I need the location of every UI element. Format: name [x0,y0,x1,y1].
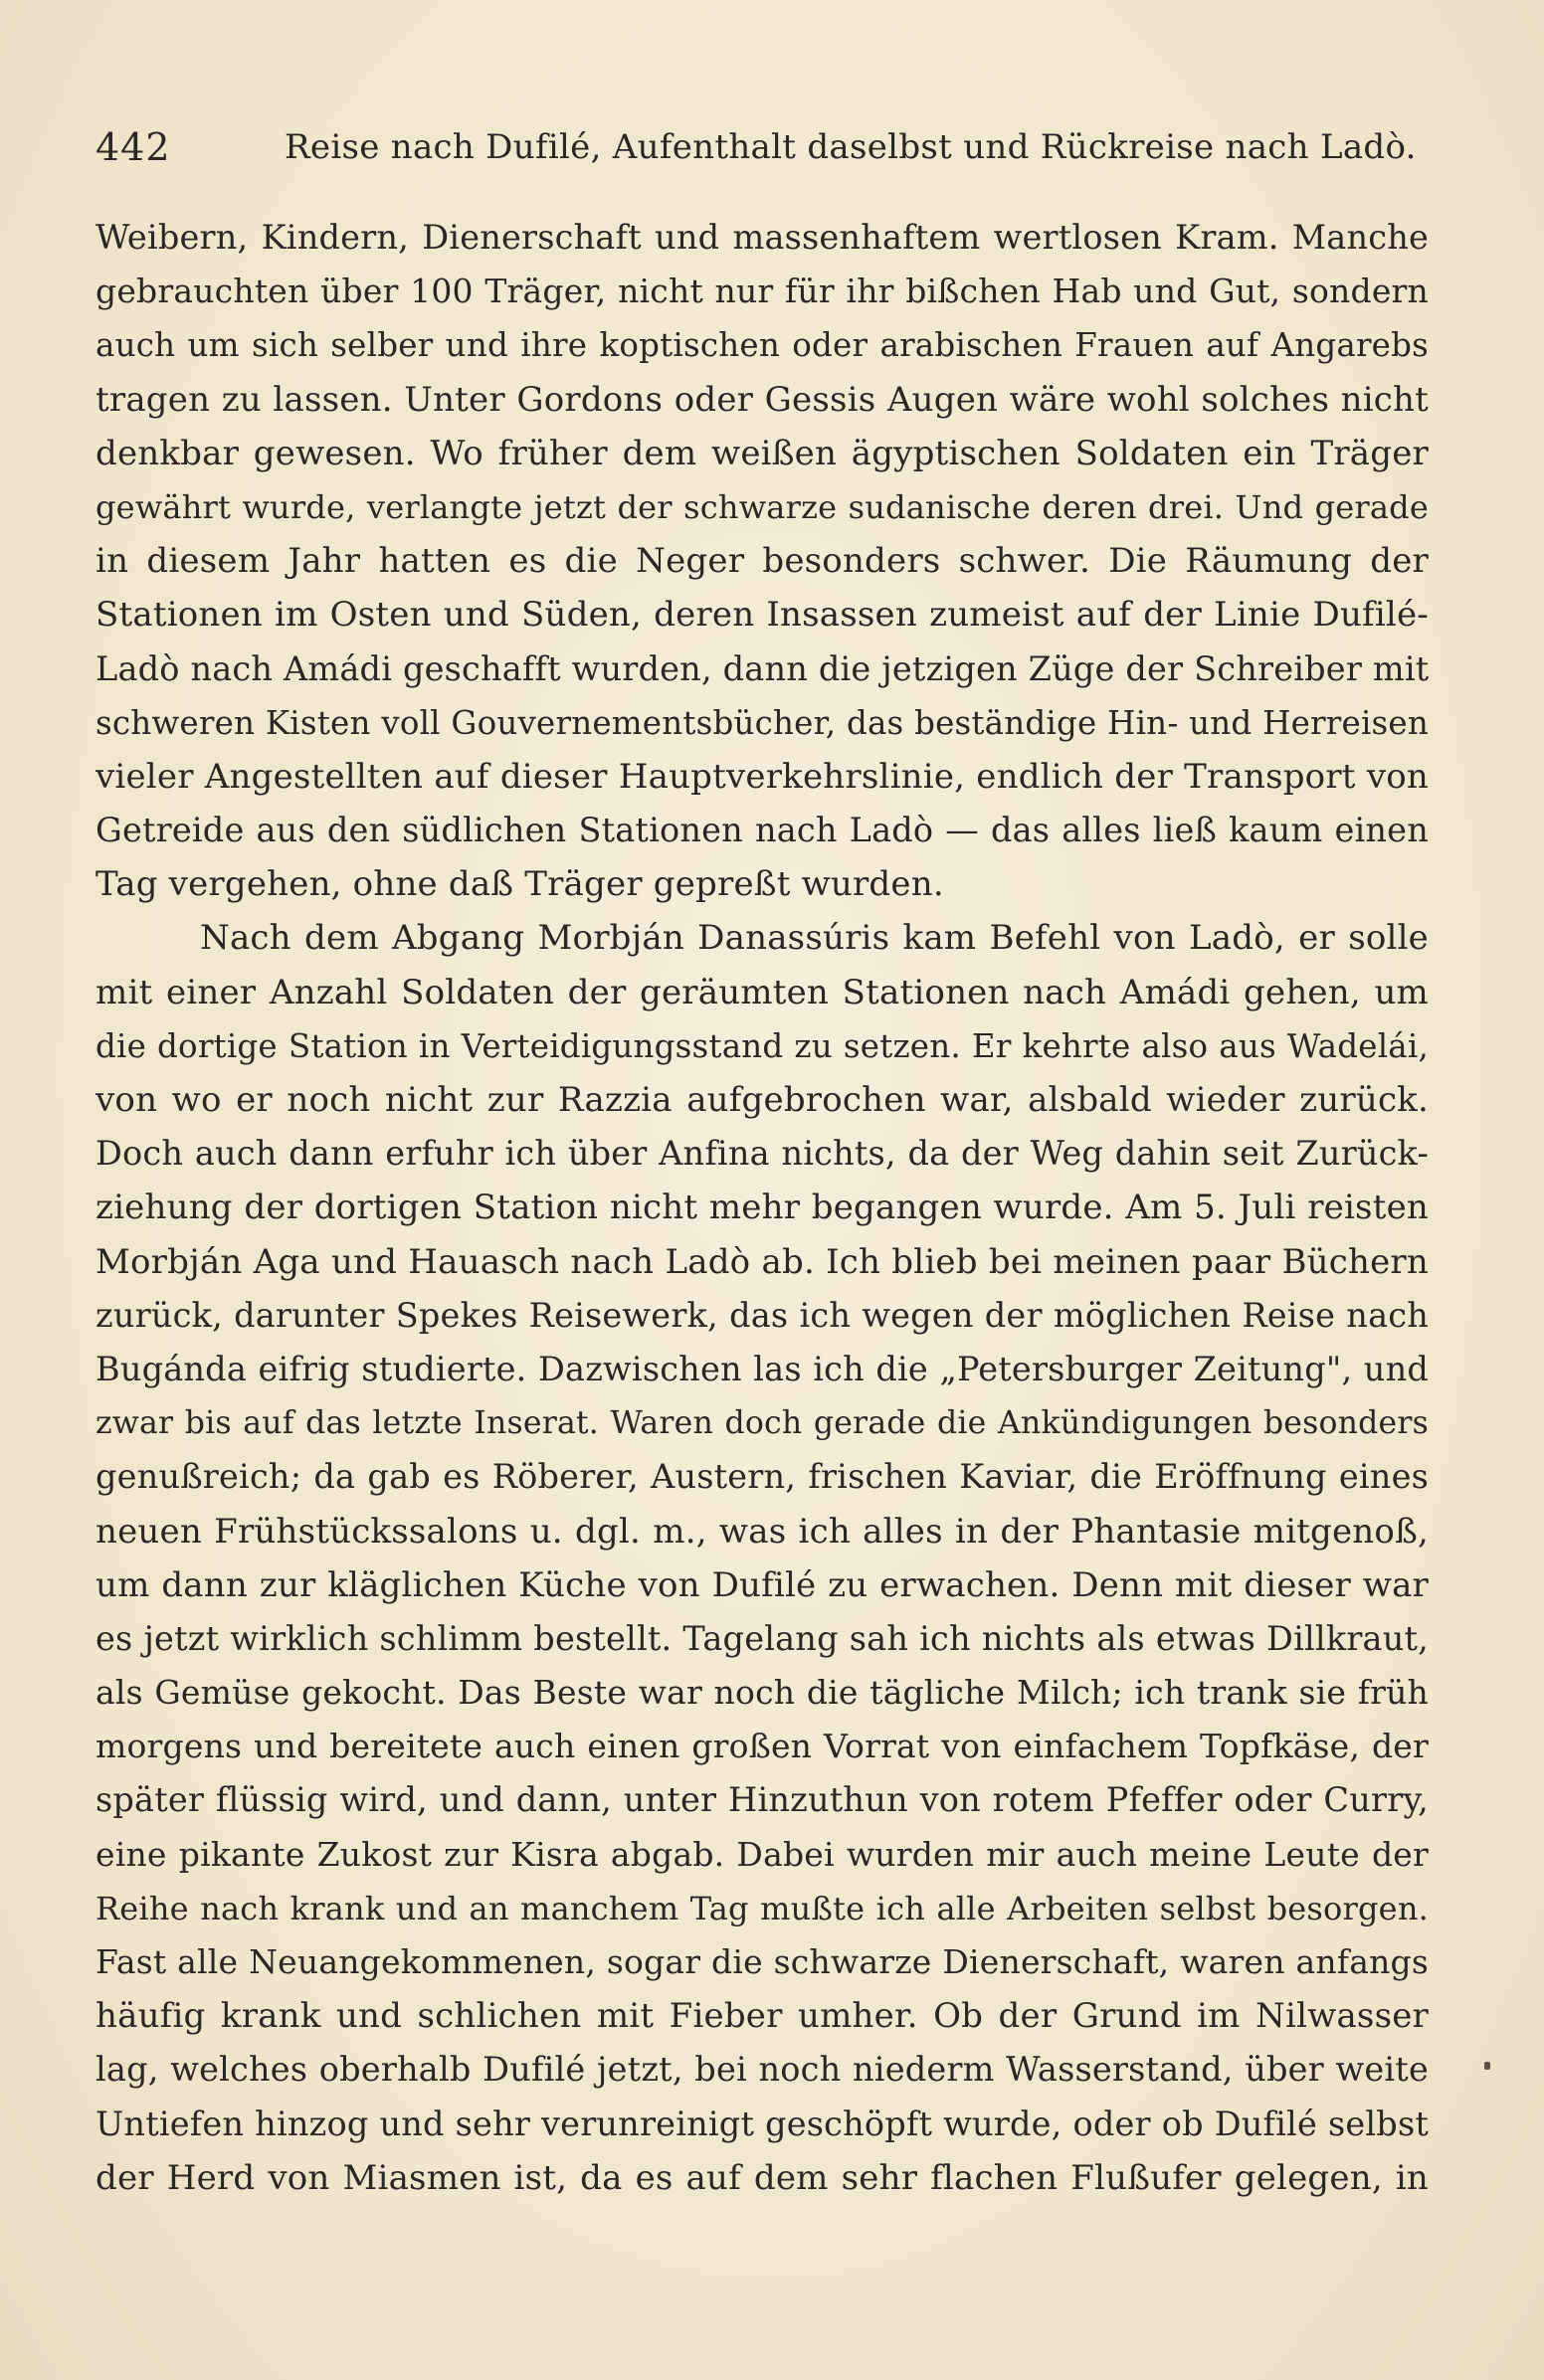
text-line: schweren Kisten voll Gouvernementsbücher, das beständige Hin- und Herreisen [96,703,1429,742]
text-line: Morbján Aga und Hauasch nach Ladò ab. Ich blieb bei meinen paar Büchern [96,1241,1429,1282]
paragraph-start-line: Nach dem Abgang Morbján Danassúris kam Befehl von Ladò, er solle [200,918,1429,959]
text-line: später flüssig wird, und dann, unter Hinzuthun von rotem Pfeffer oder Curry, [96,1780,1429,1820]
page-header [96,117,1417,177]
text-line: Getreide aus den südlichen Stationen nach Ladò — das alles ließ kaum einen [96,811,1429,850]
text-line: Bugánda eifrig studierte. Dazwischen las ich die „Petersburger Zeitung", und [96,1349,1429,1388]
body-text [96,211,1429,2205]
ink-speck [1484,2062,1490,2070]
text-line: zurück, darunter Spekes Reisewerk, das ich wegen der möglichen Reise nach [96,1295,1429,1335]
page-number: 442 [96,125,171,169]
text-line: von wo er noch nicht zur Razzia aufgebrochen war, alsbald wieder zurück. [96,1080,1429,1120]
text-line: gebrauchten über 100 Träger, nicht nur für ihr bißchen Hab und Gut, sondern [96,272,1429,311]
text-line: denkbar gewesen. Wo früher dem weißen ägyptischen Soldaten ein Träger [96,433,1429,473]
text-line: neuen Frühstückssalons u. dgl. m., was ich alles in der Phantasie mitgenoß, [96,1511,1429,1552]
text-line: Untiefen hinzog und sehr verunreinigt geschöpft wurde, oder ob Dufilé selbst [96,2104,1429,2143]
text-line: Reihe nach krank und an manchem Tag mußte ich alle Arbeiten selbst besorgen. [96,1889,1429,1927]
text-line: Stationen im Osten und Süden, deren Insassen zumeist auf der Linie Dufilé- [96,595,1429,636]
text-line: Doch auch dann erfuhr ich über Anfina nichts, da der Weg dahin seit Zurück- [96,1134,1429,1174]
text-line: häufig krank und schlichen mit Fieber umher. Ob der Grund im Nilwasser [96,1996,1429,2037]
text-line: Fast alle Neuangekommenen, sogar die schwarze Dienerschaft, waren anfangs [96,1942,1429,1981]
text-line: Ladò nach Amádi geschafft wurden, dann die jetzigen Züge der Schreiber mit [96,648,1429,688]
text-line: Weibern, Kindern, Dienerschaft und massenhaftem wertlosen Kram. Manche [96,218,1429,257]
text-line: zwar bis auf das letzte Inserat. Waren doch gerade die Ankündigungen besonders [96,1405,1429,1442]
text-line: die dortige Station in Verteidigungsstand zu setzen. Er kehrte also aus Wadelái, [96,1026,1429,1065]
running-head: Reise nach Dufilé, Aufenthalt daselbst und Rückreise nach Ladò. [285,127,1417,167]
text-line: morgens und bereitete auch einen großen Vorrat von einfachem Topfkäse, der [96,1727,1429,1766]
text-line: es jetzt wirklich schlimm bestellt. Tagelang sah ich nichts als etwas Dillkraut, [96,1618,1429,1658]
text-line: auch um sich selber und ihre koptischen oder arabischen Frauen auf Angarebs [96,326,1429,365]
text-line: gewährt wurde, verlangte jetzt der schwarze sudanische deren drei. Und gerade [96,487,1429,526]
text-line: mit einer Anzahl Soldaten der geräumten Stationen nach Amádi gehen, um [96,972,1429,1012]
text-line: ziehung der dortigen Station nicht mehr begangen wurde. Am 5. Juli reisten [96,1188,1429,1228]
text-line: lag, welches oberhalb Dufilé jetzt, bei noch niederm Wasserstand, über weite [96,2050,1429,2090]
text-line: als Gemüse gekocht. Das Beste war noch die tägliche Milch; ich trank sie früh [96,1673,1429,1713]
text-line: in diesem Jahr hatten es die Neger besonders schwer. Die Räumung der [96,541,1429,582]
text-line: eine pikante Zukost zur Kisra abgab. Dabei wurden mir auch meine Leute der [96,1834,1429,1874]
text-line: um dann zur kläglichen Küche von Dufilé zu erwachen. Denn mit dieser war [96,1564,1429,1605]
text-line: der Herd von Miasmen ist, da es auf dem sehr flachen Flußufer gelegen, in [96,2157,1429,2198]
text-line: genußreich; da gab es Röberer, Austern, frischen Kaviar, die Eröffnung eines [96,1457,1429,1497]
text-line: tragen zu lassen. Unter Gordons oder Gessis Augen wäre wohl solches nicht [96,379,1429,420]
text-line: vieler Angestellten auf dieser Hauptverkehrslinie, endlich der Transport von [96,756,1429,797]
paragraph-end-line: Tag vergehen, ohne daß Träger gepreßt wurden. [96,864,944,905]
